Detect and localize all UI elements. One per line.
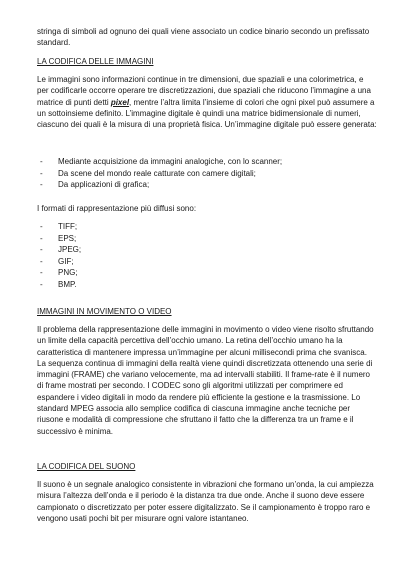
dash-bullet: - [40,168,43,178]
formats-intro: I formati di rappresentazione più diffusi sono: [37,204,197,213]
list-item [37,156,377,168]
dash-bullet: - [40,222,43,231]
heading-video-text: IMMAGINI IN MOVIMENTO O VIDEO [37,307,172,316]
format-item-text: BMP. [58,279,77,289]
heading-image-encoding [37,56,153,67]
image-encoding-text-after: , mentre l’altra limita l’insieme di colori che ogni pixel può assumere a un sottoinsieme definito. L’immagine digitale è quindi una matrice bidimensionale di numeri, ciascuno dei quali è la misura di una proprietà fisica. Un’immagine digitale può essere generata: [37,97,377,130]
heading-sound-encoding [37,461,135,472]
list-item [37,179,377,191]
list-item [37,233,237,245]
image-encoding-text-before: Le immagini sono informazioni continue in tre dimensioni, due spaziali e una colorimetrica, e per codificarle occorre operare tre discretizzazioni, due spaziali che riducono l’immagine a una matrice di punti detti [37,75,371,107]
format-item-text: GIF; [58,256,74,266]
format-item-text: TIFF; [58,222,78,231]
pixel-term: pixel [110,97,130,107]
list-item [37,267,237,279]
dash-bullet: - [40,279,43,289]
heading-video [37,306,172,317]
dash-bullet: - [40,268,43,278]
format-item-text: PNG; [58,268,78,278]
dash-bullet: - [40,180,43,190]
intro-paragraph-tail: stringa di simboli ad ognuno dei quali viene associato un codice binario secondo un prefissato standard. [37,27,370,48]
list-item [37,279,237,291]
list-item-text: Da applicazioni di grafica; [58,180,150,190]
dash-bullet: - [40,256,43,266]
image-encoding-paragraph [37,74,377,130]
dash-bullet: - [40,245,43,255]
formats-list [37,221,237,291]
heading-sound-encoding-text: LA CODIFICA DEL SUONO [37,462,136,471]
list-item [37,168,377,180]
list-item [37,221,237,233]
video-paragraph: Il problema della rappresentazione delle immagini in movimento o video viene risolto sfruttando un limite della capacità percettiva dell’occhio umano. La retina dell’occhio umano ha la caratteristica di mantenere impressa un’immagine per alcuni millisecondi prima che svanisca. La sequenza continua di immagini della realtà viene quindi discretizzata ottenendo una serie di immagini (FRAME) che variano velocemente, ma ad intervalli stabiliti. Il frame-rate è il numero di frame mostrati per secondo. I CODEC sono gli algoritmi utilizzati per comprimere ed espandere i video digitali in modo da rendere più efficiente la gestione e la trasmissione. Lo standard MPEG associa allo semplice codifica di ciascuna immagine anche tecniche per riusone e modalità di compressione che sfruttano il fatto che la differenza tra un frame e il successivo è minima. [37,325,374,436]
list-item [37,256,237,268]
dash-bullet: - [40,233,43,243]
sound-paragraph: Il suono è un segnale analogico consistente in vibrazioni che formano un’onda, la cui ampiezza misura l’altezza dell’onda e il periodo è la distanza tra due onde. Anche il suono deve essere campionato o discretizzato per poter essere digitalizzato. Se il campionamento è troppo raro e vengono usati pochi bit per misurare ogni valore istantaneo. [37,480,374,523]
format-item-text: EPS; [58,233,77,243]
list-item [37,244,237,256]
format-item-text: JPEG; [58,245,82,255]
list-item-text: Da scene del mondo reale catturate con camere digitali; [58,168,256,178]
image-sources-list [37,156,377,191]
list-item-text: Mediante acquisizione da immagini analogiche, con lo scanner; [58,157,283,166]
dash-bullet: - [40,157,43,166]
heading-image-encoding-text: LA CODIFICA DELLE IMMAGINI [37,57,154,66]
